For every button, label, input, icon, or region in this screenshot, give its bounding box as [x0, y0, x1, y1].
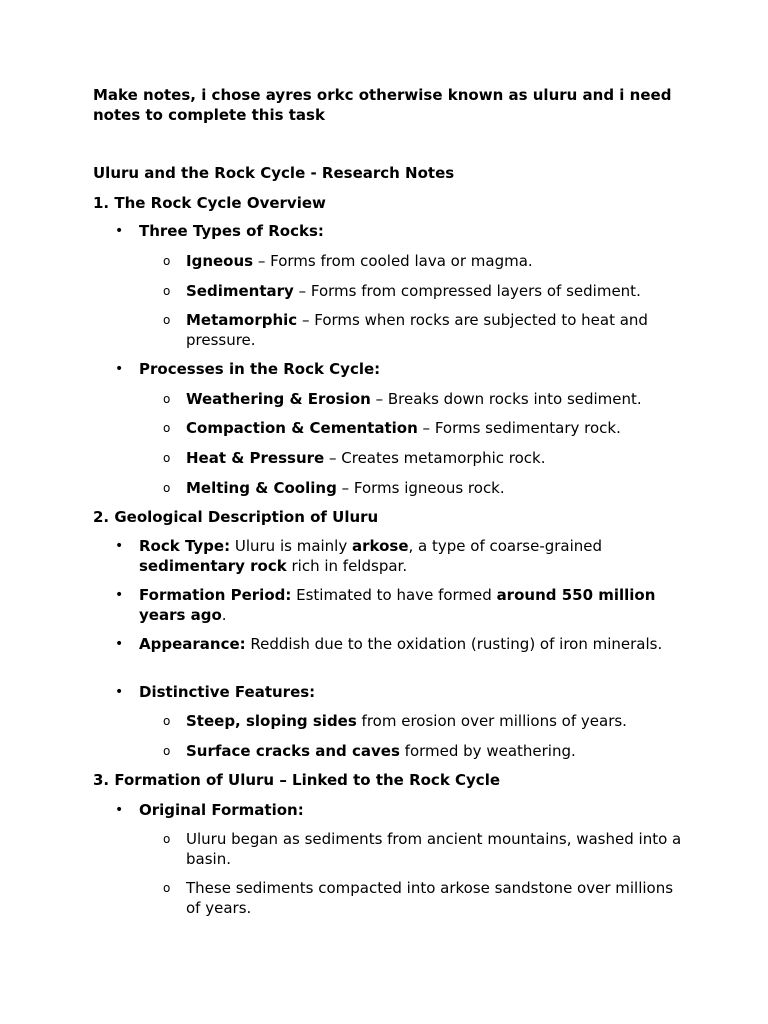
list-item-heat-pressure [163, 449, 686, 469]
list-item-arkose-sandstone [163, 879, 686, 918]
list-item-melting [163, 479, 686, 499]
bullet-icon: • [115, 538, 124, 554]
item-term: Steep, sloping sides [186, 712, 357, 730]
circle-bullet-icon: o [163, 881, 171, 895]
item-text: Uluru began as sediments from ancient mountains, washed into a basin. [186, 830, 682, 868]
item-text: – Forms sedimentary rock. [417, 419, 621, 437]
list-item-sedimentary [163, 282, 686, 302]
item-term: Compaction & Cementation [186, 419, 418, 437]
item-text: Estimated to have formed [291, 586, 497, 604]
list-item-distinctive-features [115, 683, 684, 703]
item-label: Formation Period: [139, 586, 292, 604]
prompt-text: Make notes, i chose ayres orkc otherwise known as uluru and i need notes to complete this task [93, 86, 672, 124]
item-term: Surface cracks and caves [186, 742, 400, 760]
item-text: – Forms when rocks are subjected to heat and pressure. [186, 311, 648, 349]
circle-bullet-icon: o [163, 832, 171, 846]
item-term: Metamorphic [186, 311, 298, 329]
item-label: Processes in the Rock Cycle: [139, 360, 381, 378]
section-3-heading: 3. Formation of Uluru – Linked to the Rock Cycle [93, 771, 501, 789]
document-title: Uluru and the Rock Cycle - Research Notes [93, 164, 455, 182]
item-label: Three Types of Rocks: [139, 222, 324, 240]
item-text: formed by weathering. [399, 742, 576, 760]
list-item-metamorphic [163, 311, 686, 350]
list-item-igneous [163, 252, 686, 272]
list-item-sediments-basin [163, 830, 686, 869]
bullet-icon: • [115, 636, 124, 652]
item-text: – Breaks down rocks into sediment. [370, 390, 642, 408]
circle-bullet-icon: o [163, 313, 171, 327]
bullet-icon: • [115, 223, 124, 239]
bullet-icon: • [115, 587, 124, 603]
section-2-heading: 2. Geological Description of Uluru [93, 508, 379, 526]
circle-bullet-icon: o [163, 284, 171, 298]
circle-bullet-icon: o [163, 744, 171, 758]
item-label: Original Formation: [139, 801, 304, 819]
item-emphasis: sedimentary rock [139, 556, 287, 575]
list-item-surface-cracks [163, 742, 686, 762]
item-term: Melting & Cooling [186, 479, 337, 497]
circle-bullet-icon: o [163, 254, 171, 268]
item-term: Heat & Pressure [186, 449, 325, 467]
item-label: Appearance: [139, 635, 246, 653]
item-label: Rock Type: [139, 537, 231, 555]
item-label: Distinctive Features: [139, 683, 316, 701]
item-text: Uluru is mainly [230, 537, 352, 555]
item-text: rich in feldspar. [286, 556, 408, 575]
circle-bullet-icon: o [163, 714, 171, 728]
item-text: from erosion over millions of years. [356, 712, 627, 730]
list-item-three-types [115, 222, 684, 242]
circle-bullet-icon: o [163, 421, 171, 435]
circle-bullet-icon: o [163, 392, 171, 406]
item-text: These sediments compacted into arkose sandstone over millions of years. [186, 879, 674, 917]
list-item-original-formation [115, 801, 684, 821]
item-emphasis: around 550 million years ago [139, 586, 656, 624]
section-1-heading: 1. The Rock Cycle Overview [93, 194, 326, 212]
list-item-compaction [163, 419, 686, 439]
item-text: – Creates metamorphic rock. [324, 449, 546, 467]
list-item-appearance [115, 635, 684, 655]
bullet-icon: • [115, 802, 124, 818]
item-text: , a type of coarse-grained [408, 537, 603, 555]
list-item-formation-period [115, 586, 684, 625]
item-term: Igneous [186, 252, 254, 270]
circle-bullet-icon: o [163, 481, 171, 495]
item-text: – Forms igneous rock. [336, 479, 505, 497]
bullet-icon: • [115, 684, 124, 700]
circle-bullet-icon: o [163, 451, 171, 465]
item-text: – Forms from compressed layers of sediment. [293, 282, 641, 300]
item-text: Reddish due to the oxidation (rusting) of iron minerals. [245, 635, 663, 653]
bullet-icon: • [115, 361, 124, 377]
item-text: – Forms from cooled lava or magma. [253, 252, 533, 270]
list-item-steep-sides [163, 712, 686, 732]
item-term: Sedimentary [186, 282, 294, 300]
item-emphasis: arkose [352, 537, 409, 555]
item-text: . [221, 605, 227, 624]
list-item-weathering [163, 390, 686, 410]
list-item-rock-type [115, 537, 684, 576]
list-item-processes [115, 360, 684, 380]
item-term: Weathering & Erosion [186, 390, 371, 408]
